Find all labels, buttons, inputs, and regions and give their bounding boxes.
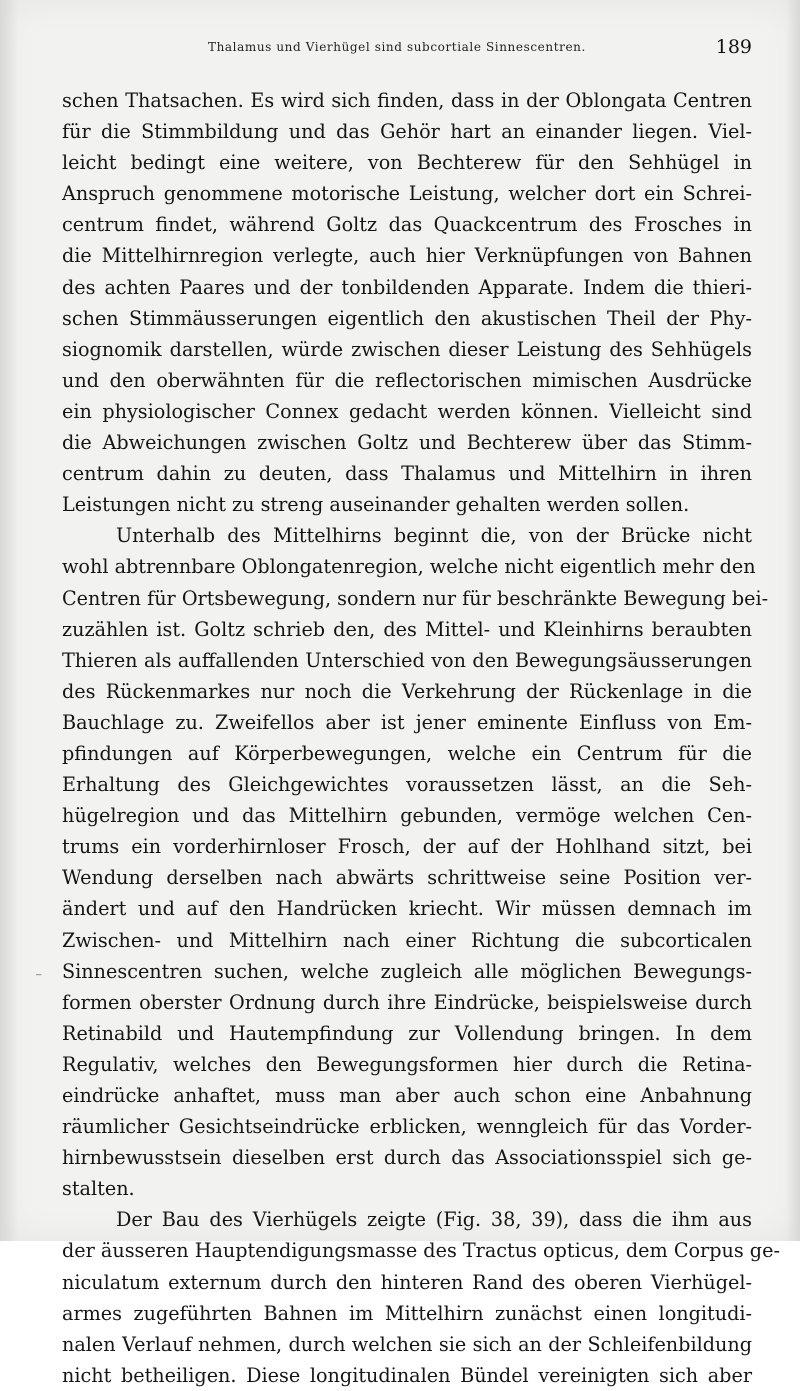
text-line: siognomik darstellen, würde zwischen dieser Leistung des Sehhügels: [62, 337, 752, 361]
text-line: Der Bau des Vierhügels zeigte (Fig. 38, 39), dass die ihm aus: [116, 1208, 752, 1232]
text-line: pfindungen auf Körperbewegungen, welche ein Centrum für die: [62, 741, 752, 765]
text-line: Centren für Ortsbewegung, sondern nur für beschränkte Bewegung bei-: [62, 586, 769, 610]
body-text: [62, 85, 780, 1391]
text-line: des Rückenmarkes nur noch die Verkehrung der Rückenlage in die: [62, 679, 752, 703]
text-line: hirnbewusstsein dieselben erst durch das Associationsspiel sich ge-: [62, 1146, 752, 1170]
text-line: Sinnescentren suchen, welche zugleich alle möglichen Bewegungs-: [62, 959, 752, 983]
text-line: Erhaltung des Gleichgewichtes voraussetzen lässt, an die Seh-: [62, 773, 752, 797]
page-number: 189: [715, 36, 752, 58]
text-line: Wendung derselben nach abwärts schrittweise seine Position ver-: [62, 866, 752, 890]
text-line: niculatum externum durch den hinteren Rand des oberen Vierhügel-: [62, 1270, 752, 1294]
text-line: centrum dahin zu deuten, dass Thalamus und Mittelhirn in ihren: [62, 462, 752, 486]
text-line: räumlicher Gesichtseindrücke erblicken, wenngleich für das Vorder-: [62, 1115, 752, 1139]
text-line: ein physiologischer Connex gedacht werden können. Vielleicht sind: [62, 399, 752, 423]
text-line: nalen Verlauf nehmen, durch welchen sie sich an der Schleifenbildung: [62, 1332, 752, 1356]
text-line: eindrücke anhaftet, muss man aber auch schon eine Anbahnung: [62, 1084, 752, 1107]
text-line: Leistungen nicht zu streng auseinander gehalten werden sollen.: [62, 493, 690, 517]
text-line: centrum findet, während Goltz das Quackcentrum des Frosches in: [62, 213, 752, 237]
text-line: Thieren als auffallenden Unterschied von den Bewegungsäusserungen: [62, 648, 752, 672]
text-line: für die Stimmbildung und das Gehör hart an einander liegen. Viel-: [62, 120, 752, 144]
text-line: stalten.: [62, 1177, 135, 1201]
text-line: Retinabild und Hautempfindung zur Vollendung bringen. In dem: [62, 1021, 752, 1045]
text-line: armes zugeführten Bahnen im Mittelhirn zunächst einen longitudi-: [62, 1301, 752, 1325]
margin-mark: ⁻: [35, 970, 43, 986]
text-line: Bauchlage zu. Zweifellos aber ist jener eminente Einfluss von Em-: [62, 710, 752, 734]
text-line: trums ein vorderhirnloser Frosch, der auf der Hohlhand sitzt, bei: [62, 835, 752, 859]
text-line: schen Stimmäusserungen eigentlich den akustischen Theil der Phy-: [62, 306, 752, 330]
text-line: ändert und auf den Handrücken kriecht. Wir müssen demnach im: [62, 897, 752, 921]
text-line: die Mittelhirnregion verlegte, auch hier Verknüpfungen von Bahnen: [62, 244, 752, 268]
text-line: des achten Paares und der tonbildenden Apparate. Indem die thieri-: [62, 275, 752, 299]
text-line: und den oberwähnten für die reflectorischen mimischen Ausdrücke: [62, 368, 752, 392]
text-line: wohl abtrennbare Oblongatenregion, welche nicht eigentlich mehr den: [62, 555, 756, 579]
text-line: der äusseren Hauptendigungsmasse des Tractus opticus, dem Corpus ge-: [62, 1239, 780, 1263]
text-line: hügelregion und das Mittelhirn gebunden, vermöge welchen Cen-: [62, 804, 752, 828]
text-line: nicht betheiligen. Diese longitudinalen Bündel vereinigten sich aber: [62, 1363, 752, 1387]
text-line: Anspruch genommene motorische Leistung, welcher dort ein Schrei-: [62, 182, 752, 206]
text-line: Regulativ, welches den Bewegungsformen hier durch die Retina-: [62, 1052, 752, 1076]
text-line: schen Thatsachen. Es wird sich finden, dass in der Oblongata Centren: [62, 89, 752, 112]
text-line: Zwischen- und Mittelhirn nach einer Richtung die subcorticalen: [62, 928, 752, 952]
page-right-edge-shadow: [786, 0, 800, 1241]
text-line: leicht bedingt eine weitere, von Bechterew für den Sehhügel in: [62, 151, 752, 175]
running-title: Thalamus und Vierhügel sind subcortiale Sinnescentren.: [208, 40, 586, 54]
text-line: Unterhalb des Mittelhirns beginnt die, von der Brücke nicht: [116, 524, 752, 548]
page-left-edge-shadow: [0, 0, 18, 1241]
text-line: zuzählen ist. Goltz schrieb den, des Mittel- und Kleinhirns beraubten: [62, 617, 752, 641]
page-header: [60, 36, 760, 60]
text-line: formen oberster Ordnung durch ihre Eindrücke, beispielsweise durch: [62, 990, 752, 1014]
text-line: die Abweichungen zwischen Goltz und Bechterew über das Stimm-: [62, 431, 752, 455]
